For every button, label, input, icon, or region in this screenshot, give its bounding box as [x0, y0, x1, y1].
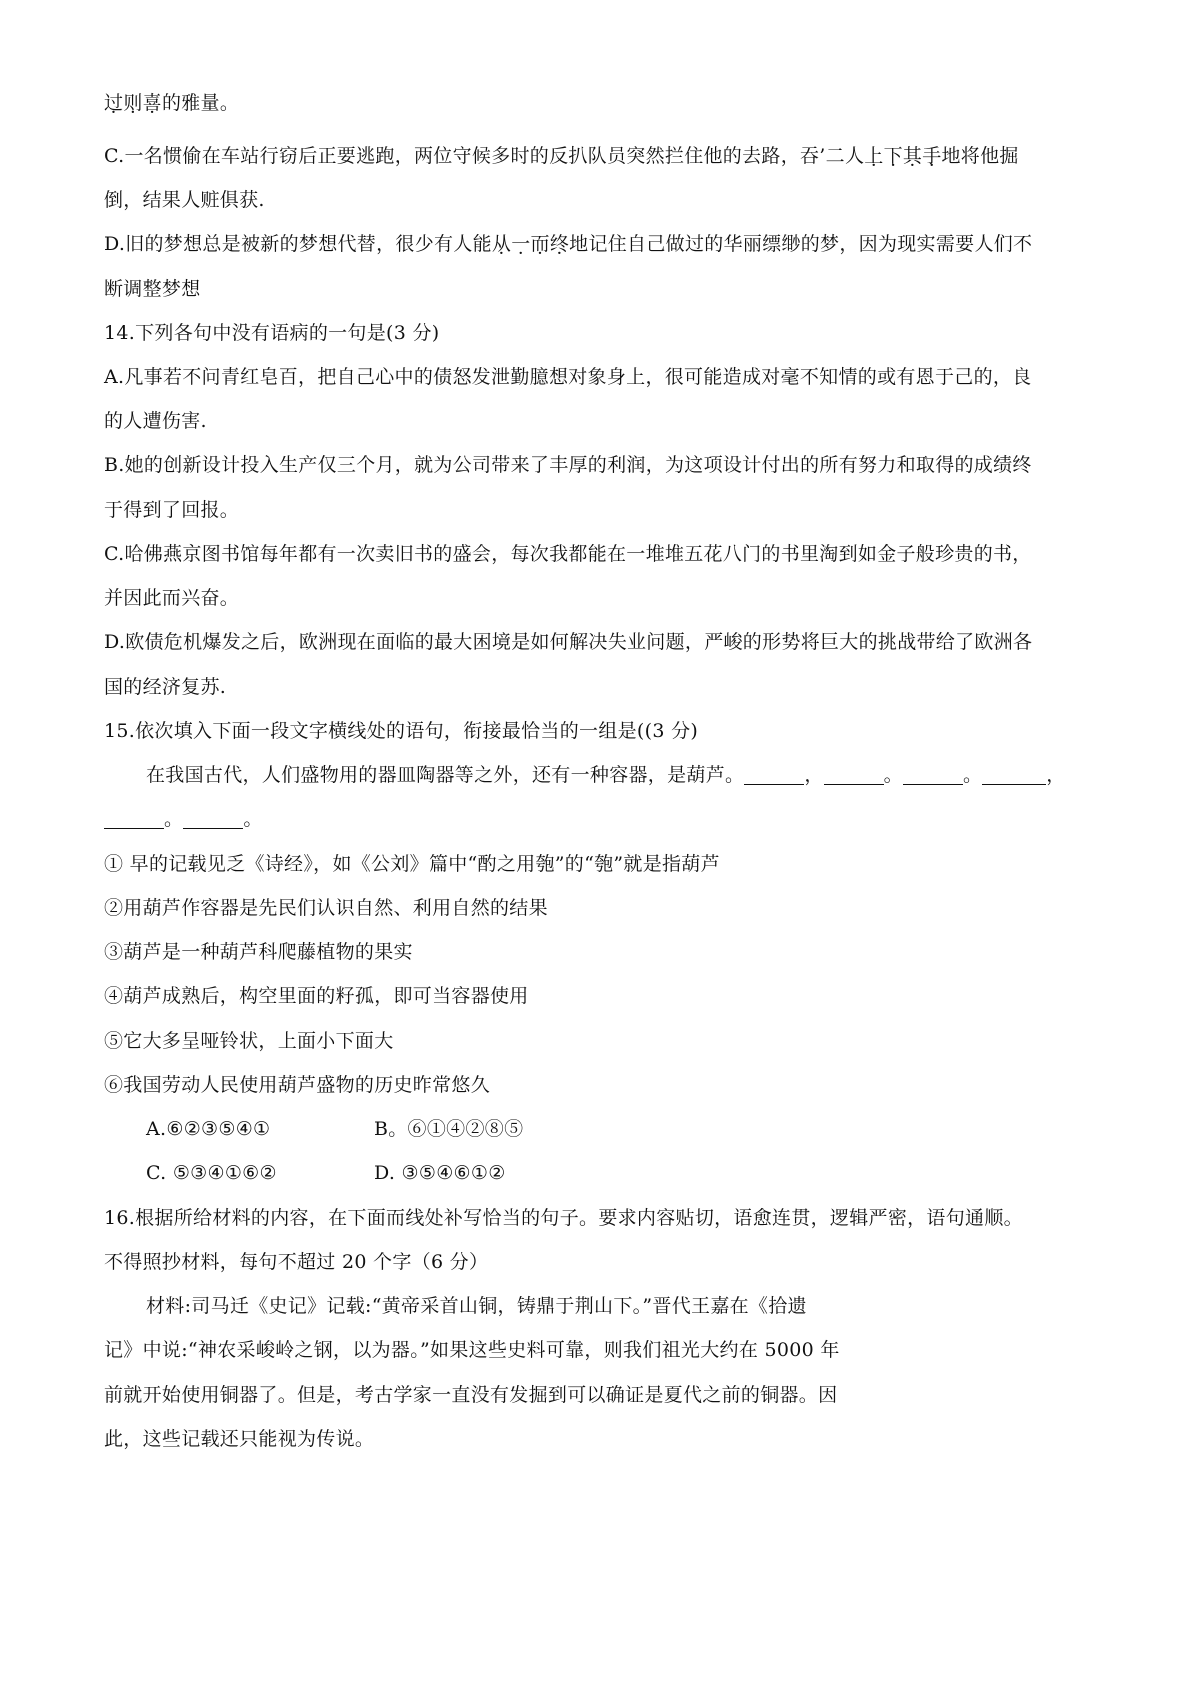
q16-material-line3: 前就开始使用铜器了。但是，考古学家一直没有发掘到可以确证是夏代之前的铜器。因 — [104, 1384, 838, 1406]
q15-sentence-1: ① 早的记载见乏《诗经》，如《公刘》篇中“酌之用匏”的“匏”就是指葫芦 — [104, 853, 720, 875]
q13-b-tail: 过则喜的雅量。 — [104, 92, 240, 114]
q16-material-line2: 记》中说:“神农采峻岭之钢，以为器。”如果这些史料可靠，则我们祖光大约在 5000 年 — [104, 1339, 840, 1361]
q15-passage-line2: 。 。 — [104, 806, 263, 832]
answer-blank[interactable] — [903, 764, 963, 785]
q13-option-c-line2: 倒，结果人赃俱获. — [104, 189, 265, 211]
emphasis-char: 其 — [902, 145, 923, 167]
q13-option-d-line1: D.旧的梦想总是被新的梦想代替，很少有人能从一而终地记住自己做过的华丽缥缈的梦，因为现实需要人们不 — [104, 233, 1033, 255]
emphasis-char: 终 — [549, 233, 570, 255]
emphasis-char: 喜 — [142, 92, 162, 114]
answer-blank[interactable] — [183, 808, 243, 829]
q16-stem-line2: 不得照抄材料，每句不超过 20 个字（6 分） — [104, 1251, 489, 1273]
q16-material-line4: 此，这些记载还只能视为传说。 — [104, 1428, 375, 1450]
q15-stem: 15.依次填入下面一段文字横线处的语句，衔接最恰当的一组是((3 分) — [104, 720, 699, 742]
q13-option-d-line2: 断调整梦想 — [104, 278, 201, 300]
q15-sentence-4: ④葫芦成熟后，构空里面的籽孤，即可当容器使用 — [104, 985, 529, 1007]
answer-blank[interactable] — [824, 764, 884, 785]
emphasis-char: 过 — [104, 92, 124, 114]
q13-option-c-line1: C.一名惯偷在车站行窃后正要逃跑，两位守候多时的反扒队员突然拦住他的去路，吞’二人上下其手地将他掘 — [104, 145, 1019, 167]
q15-sentence-5: ⑤它大多呈哑铃状，上面小下面大 — [104, 1030, 394, 1052]
q14-stem: 14.下列各句中没有语病的一句是(3 分) — [104, 322, 440, 344]
q16-material-line1: 材料:司马迁《史记》记载:“黄帝采首山铜，铸鼎于荆山下。”晋代王嘉在《拾遗 — [146, 1295, 807, 1317]
emphasis-char: 手 — [922, 145, 942, 167]
answer-blank[interactable] — [104, 808, 164, 829]
q15-sentence-2: ②用葫芦作容器是先民们认识自然、利用自然的结果 — [104, 897, 548, 919]
q15-choice-b[interactable]: B。⑥①④②⑧⑤ — [374, 1118, 524, 1140]
emphasis-char: 从 — [491, 233, 512, 255]
q16-stem-line1: 16.根据所给材料的内容，在下面而线处补写恰当的句子。要求内容贴切，语愈连贯，逻辑严密，语句通顺。 — [104, 1207, 1023, 1229]
emphasis-char: 上 — [864, 145, 884, 167]
q15-passage-line1: 在我国古代，人们盛物用的器皿陶器等之外，还有一种容器，是葫芦。 ， 。 。 ， — [146, 764, 1066, 786]
q14-option-b-line2: 于得到了回报。 — [104, 499, 240, 521]
dotted-phrase — [492, 233, 569, 255]
emphasis-char: 一 — [511, 233, 531, 255]
dotted-phrase — [864, 145, 941, 167]
q14-option-b-line1: B.她的创新设计投入生产仅三个月，就为公司带来了丰厚的利润，为这项设计付出的所有努力和取得的成绩终 — [104, 454, 1032, 476]
dotted-phrase — [104, 92, 162, 114]
q14-option-a-line2: 的人遭伤害. — [104, 410, 207, 432]
emphasis-char: 而 — [530, 233, 550, 255]
q14-option-d-line1: D.欧债危机爆发之后，欧洲现在面临的最大困境是如何解决失业问题，严峻的形势将巨大的挑战带给了欧洲各 — [104, 631, 1033, 653]
q15-choice-a[interactable]: A.⑥②③⑤④① — [146, 1118, 271, 1140]
q14-option-d-line2: 国的经济复苏. — [104, 676, 227, 698]
q15-sentence-6: ⑥我国劳动人民使用葫芦盛物的历史昨常悠久 — [104, 1074, 491, 1096]
q15-choice-c[interactable]: C. ⑤③④①⑥② — [146, 1162, 277, 1184]
q14-option-c-line1: C.哈佛燕京图书馆每年都有一次卖旧书的盛会，每次我都能在一堆堆五花八门的书里淘到如金子般珍贵的书， — [104, 543, 1032, 565]
answer-blank[interactable] — [744, 764, 804, 785]
q15-choice-d[interactable]: D. ③⑤④⑥①② — [374, 1162, 506, 1184]
answer-blank[interactable] — [982, 764, 1046, 785]
emphasis-char: 则 — [123, 92, 143, 114]
q14-option-a-line1: A.凡事若不问青红皂百，把自己心中的债怒发泄勤臆想对象身上，很可能造成对毫不知情的或有恩于己的，良 — [104, 366, 1032, 388]
q15-sentence-3: ③葫芦是一种葫芦科爬藤植物的果实 — [104, 941, 413, 963]
emphasis-char: 下 — [883, 145, 903, 167]
q14-option-c-line2: 并因此而兴奋。 — [104, 587, 240, 609]
